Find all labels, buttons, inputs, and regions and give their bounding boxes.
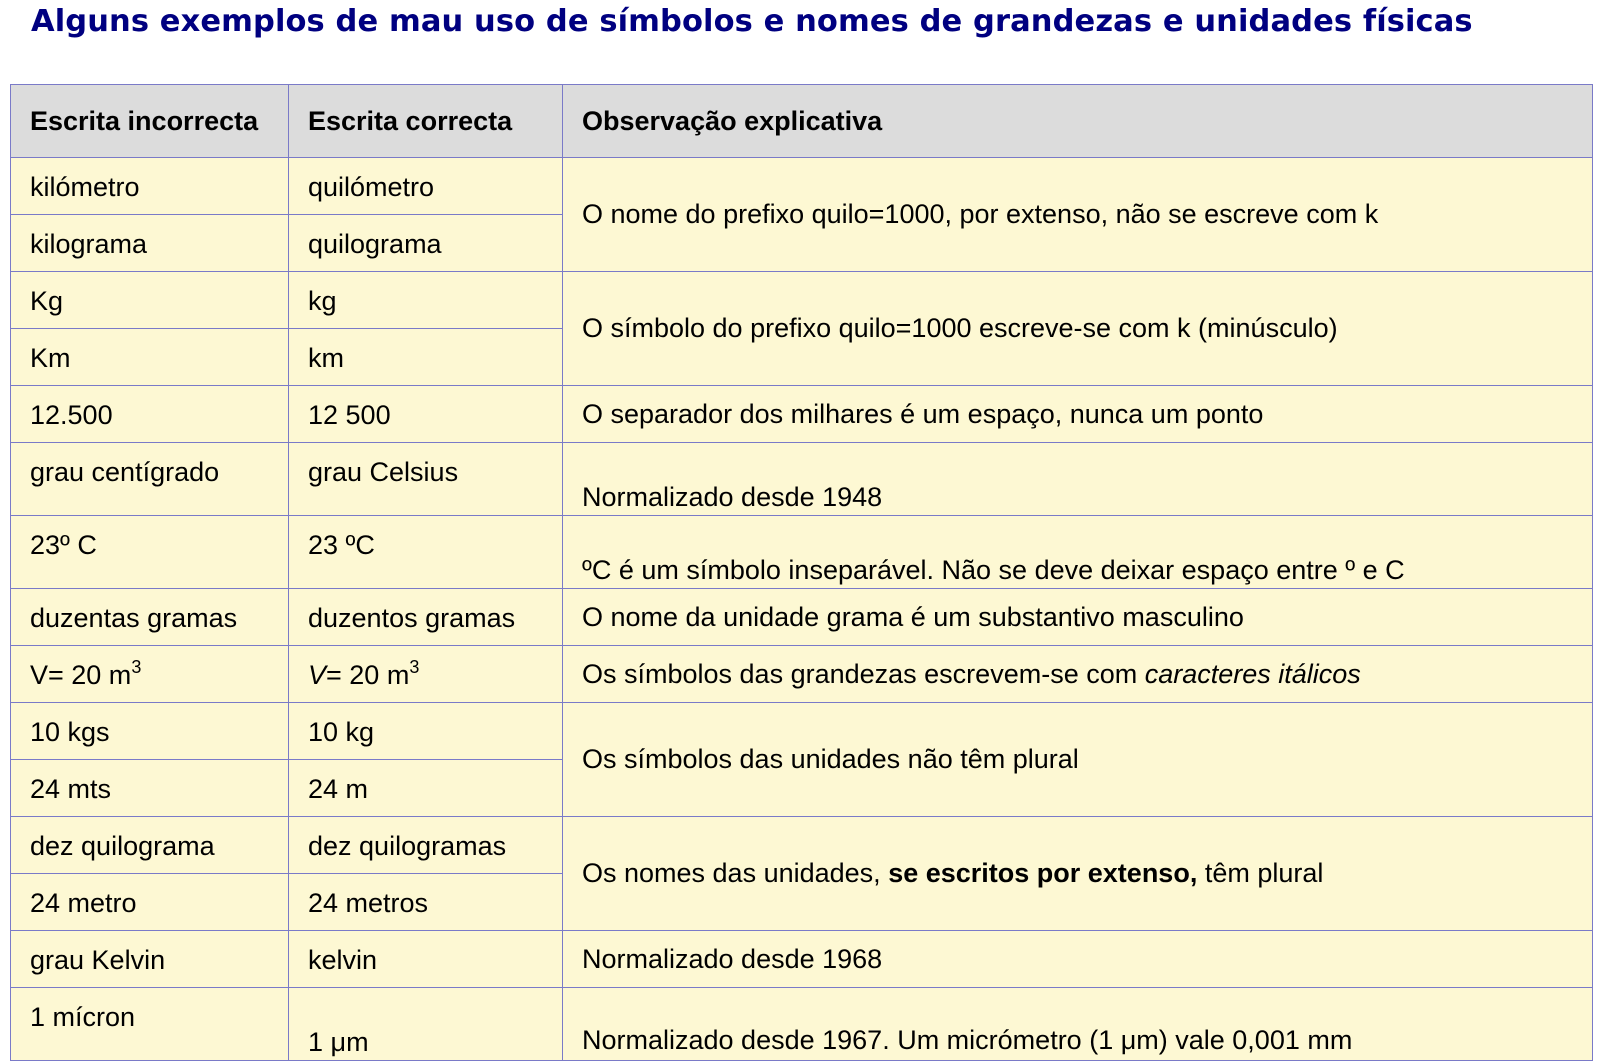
correct-cell: kg [289,272,563,329]
incorrect-cell: duzentas gramas [11,589,289,646]
note-cell: Normalizado desde 1967. Um micrómetro (1 μm) vale 0,001 mm [563,988,1593,1061]
note-cell: Normalizado desde 1968 [563,931,1593,988]
note-text: Os símbolos das grandezas escrevem-se com [582,658,1145,689]
table-row [11,272,1593,329]
correct-cell: 1 μm [289,988,563,1061]
incorrect-cell: kilograma [11,215,289,272]
note-text: Os nomes das unidades, [582,858,889,888]
superscript: 3 [131,657,142,677]
incorrect-cell: 24 metro [11,874,289,931]
correct-cell [289,646,563,703]
note-cell: ºC é um símbolo inseparável. Não se deve deixar espaço entre º e C [563,516,1593,589]
table-row [11,443,1593,516]
incorrect-cell: 1 mícron [11,988,289,1061]
incorrect-cell: Kg [11,272,289,329]
correct-cell: grau Celsius [289,443,563,516]
header-incorrect: Escrita incorrecta [11,85,289,158]
incorrect-cell: kilómetro [11,158,289,215]
header-note: Observação explicativa [563,85,1593,158]
correct-cell: quilograma [289,215,563,272]
incorrect-cell [11,646,289,703]
correct-cell: dez quilogramas [289,817,563,874]
quantity-variable: V [308,660,327,690]
incorrect-cell: 12.500 [11,386,289,443]
note-cell: O nome da unidade grama é um substantivo masculino [563,589,1593,646]
incorrect-text: V= 20 m [30,660,132,690]
correct-cell: quilómetro [289,158,563,215]
incorrect-cell: 24 mts [11,760,289,817]
incorrect-cell: grau Kelvin [11,931,289,988]
note-italic-text: caracteres itálicos [1144,658,1361,689]
correct-cell: kelvin [289,931,563,988]
incorrect-cell: dez quilograma [11,817,289,874]
correct-cell: 24 m [289,760,563,817]
header-correct: Escrita correcta [289,85,563,158]
superscript: 3 [409,657,420,677]
table-row [11,589,1593,646]
table-row [11,988,1593,1061]
table-row [11,817,1593,874]
correct-cell: 12 500 [289,386,563,443]
note-cell: O símbolo do prefixo quilo=1000 escreve-se com k (minúsculo) [563,272,1593,386]
incorrect-cell: 10 kgs [11,703,289,760]
note-cell: O nome do prefixo quilo=1000, por extenso, não se escreve com k [563,158,1593,272]
correct-text: = 20 m [326,660,410,690]
table-header-row [11,85,1593,158]
note-bold-text: se escritos por extenso, [888,858,1198,888]
correct-cell: km [289,329,563,386]
table-row [11,386,1593,443]
table-row [11,646,1593,703]
note-cell [563,817,1593,931]
incorrect-cell: grau centígrado [11,443,289,516]
table-row [11,516,1593,589]
note-cell: Normalizado desde 1948 [563,443,1593,516]
note-cell [563,646,1593,703]
table-row [11,703,1593,760]
units-table [10,84,1593,1061]
note-text: têm plural [1197,858,1324,888]
table-row [11,158,1593,215]
correct-cell: duzentos gramas [289,589,563,646]
correct-cell: 24 metros [289,874,563,931]
note-cell: O separador dos milhares é um espaço, nunca um ponto [563,386,1593,443]
page-title: Alguns exemplos de mau uso de símbolos e nomes de grandezas e unidades físicas [31,4,1473,39]
incorrect-cell: 23º C [11,516,289,589]
correct-cell: 10 kg [289,703,563,760]
correct-cell: 23 ºC [289,516,563,589]
table-row [11,931,1593,988]
incorrect-cell: Km [11,329,289,386]
note-cell: Os símbolos das unidades não têm plural [563,703,1593,817]
